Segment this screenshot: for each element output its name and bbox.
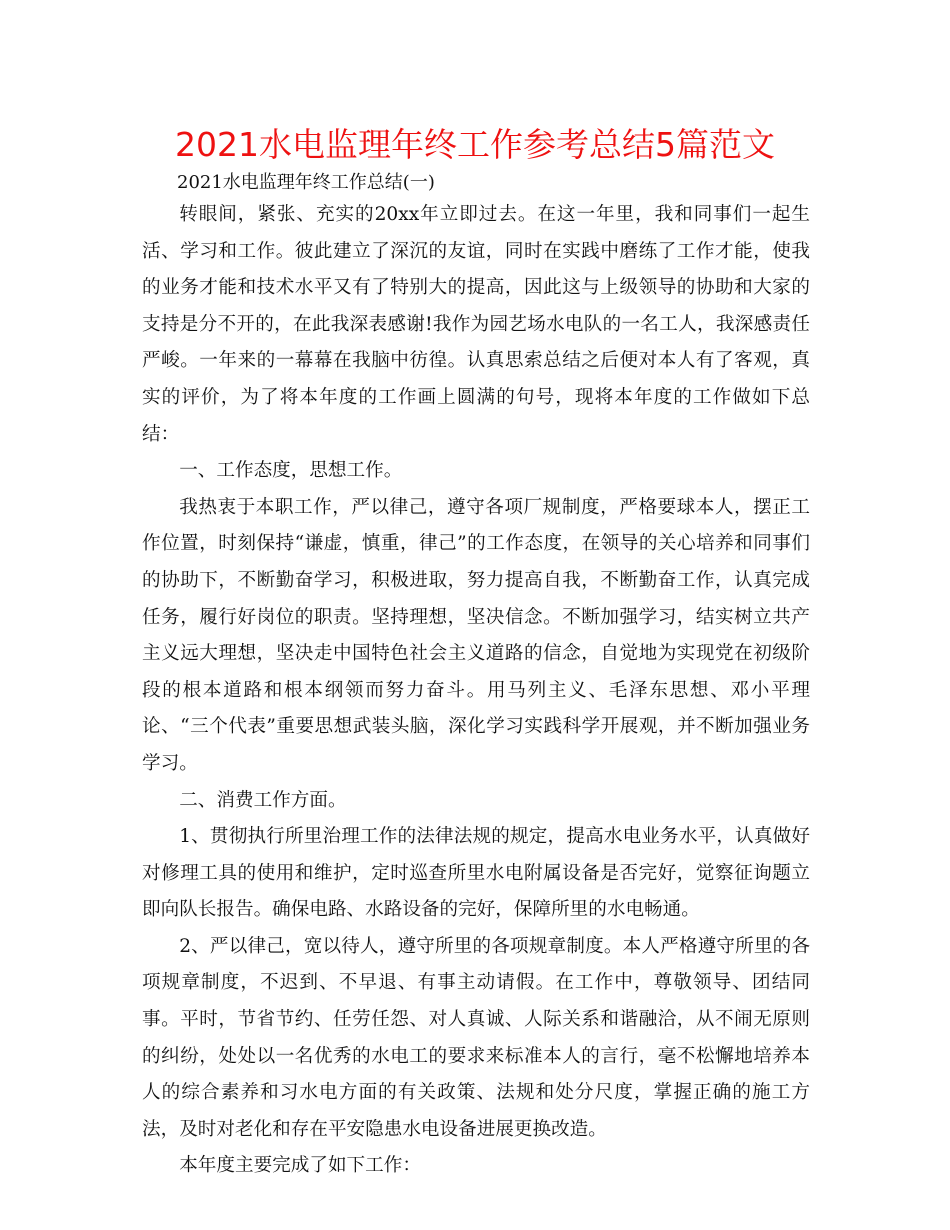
paragraph-attitude: 我热衷于本职工作，严以律己，遵守各项厂规制度，严格要球本人，摆正工作位置，时刻保持“谦虚，慎重，律己”的工作态度，在领导的关心培养和同事们的协助下，不断勤奋学习，积极进取，努力提高自我，不断勤奋工作，认真完成任务，履行好岗位的职责。坚持理想，坚决信念。不断加强学习，结实树立共产主义远大理想，坚决走中国特色社会主义道路的信念，自觉地为实现党在初级阶段的根本道路和根本纲领而努力奋斗。用马列主义、毛泽东思想、邓小平理论、“三个代表”重要思想武装头脑，深化学习实践科学开展观，并不断加强业务学习。	[142, 496, 810, 774]
section-heading: 2021水电监理年终工作总结(一)	[177, 172, 435, 193]
paragraph-intro: 转眼间，紧张、充实的20xx年立即过去。在这一年里，我和同事们一起生活、学习和工作。彼此建立了深沉的友谊，同时在实践中磨练了工作才能，使我的业务才能和技术水平又有了特别大的提高，因此这与上级领导的协助和大家的支持是分不开的，在此我深表感谢!我作为园艺场水电队的一名工人，我深感责任严峻。一年来的一幕幕在我脑中彷徨。认真思索总结之后便对本人有了客观，真实的评价，为了将本年度的工作画上圆满的句号，现将本年度的工作做如下总结：	[142, 204, 810, 445]
document-title: 2021水电监理年终工作参考总结5篇范文	[175, 125, 775, 164]
paragraph-completed-work: 本年度主要完成了如下工作：	[179, 1155, 421, 1177]
paragraph-heading-work: 二、消费工作方面。	[179, 789, 347, 811]
paragraph-item-2: 2、严以律己，宽以待人，遵守所里的各项规章制度。本人严格遵守所里的各项规章制度，不迟到、不早退、有事主动请假。在工作中，尊敬领导、团结同事。平时，节省节约、任劳任怨、对人真诚、人际关系和谐融洽，从不闹无原则的纠纷，处处以一名优秀的水电工的要求来标准本人的言行，毫不松懈地培养本人的综合素养和习水电方面的有关政策、法规和处分尺度，掌握正确的施工方法，及时对老化和存在平安隐患水电设备进展更换改造。	[142, 935, 810, 1140]
paragraph-heading-attitude: 一、工作态度，思想工作。	[179, 460, 403, 482]
paragraph-item-1: 1、贯彻执行所里治理工作的法律法规的规定，提高水电业务水平，认真做好对修理工具的使用和维护，定时巡查所里水电附属设备是否完好，觉察征询题立即向队长报告。确保电路、水路设备的完好，保障所里的水电畅通。	[142, 826, 810, 921]
document-body	[142, 197, 810, 1185]
